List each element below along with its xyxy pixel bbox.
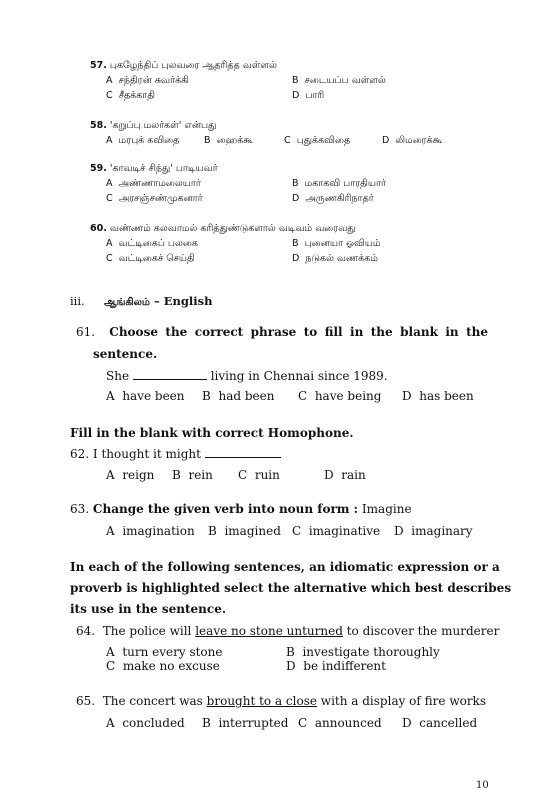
q59-option-c: C அரசஞ்சண்முகனார்: [106, 193, 203, 204]
section-title-english: English: [163, 294, 213, 308]
q61-option-d: D has been: [402, 389, 474, 403]
option-letter: B: [292, 75, 299, 86]
section-title: [104, 294, 212, 309]
q59-option-d: D அருணகிரிநாதர்: [292, 193, 374, 204]
fill-blank: [133, 368, 207, 380]
q59-stem: [90, 163, 218, 175]
section-title-separator: –: [149, 294, 164, 308]
q61-options: [106, 389, 474, 403]
q58-number: 58.: [90, 120, 107, 131]
option-text: சந்திரன் சுவர்க்கி: [118, 75, 189, 86]
q57-option-b: [292, 75, 386, 87]
q65-option-d: D cancelled: [402, 716, 478, 730]
q59-text: 'காவடிச் சிந்து' பாடியவர்: [109, 163, 218, 174]
q65-text-after: with a display of fire works: [320, 694, 486, 708]
q63-stem: [70, 502, 412, 516]
q58-option-b: B ஹைக்கூ: [204, 135, 253, 146]
idiom-instruction-line2: proverb is highlighted select the alternative which best describes: [70, 581, 512, 595]
q65-stem: [76, 694, 486, 708]
q61-option-b: B had been: [202, 389, 275, 403]
q64-option-a: A turn every stone: [106, 645, 223, 659]
option-text: சீதக்காதி: [118, 90, 156, 101]
q58-text: 'கறுப்பு மலர்கள்' என்பது: [109, 120, 217, 131]
q57-option-d: [292, 90, 324, 102]
q65-text-before: The concert was: [102, 694, 203, 708]
fill-blank: [205, 446, 281, 458]
q65-idiom-phrase: brought to a close: [206, 694, 317, 708]
q65-option-a: A concluded: [106, 716, 185, 730]
q58-option-c: C புதுக்கவிதை: [284, 135, 351, 146]
q63-word: Imagine: [361, 502, 412, 516]
q63-option-a: A imagination: [106, 524, 195, 538]
q59-option-b: B மகாகவி பாரதியார்: [292, 178, 386, 189]
q64-text-before: The police will: [102, 624, 192, 638]
q60-stem: [90, 223, 356, 235]
q63-instruction: Change the given verb into noun form :: [92, 502, 359, 516]
sentence-start: She: [106, 369, 130, 383]
idiom-instruction-line3: its use in the sentence.: [70, 602, 227, 616]
q57-stem: [90, 60, 277, 72]
q58-option-d: D லிமரைக்கூ: [382, 135, 443, 146]
q63-number: 63.: [70, 502, 90, 516]
q57-number: 57.: [90, 60, 107, 71]
option-letter: A: [106, 75, 113, 86]
q61-instruction-text: Choose the correct phrase to fill in the blank in the: [109, 325, 488, 339]
q62-sentence: [70, 446, 281, 461]
q62-text: I thought it might: [92, 447, 201, 461]
option-text: பாரி: [305, 90, 325, 101]
q60-option-c: C வட்டிகைச் செய்தி: [106, 253, 195, 264]
q61-sentence: [106, 368, 388, 383]
q57-text: புகழேந்திப் புலவரை ஆதரித்த வள்ளல்: [109, 60, 277, 71]
q62-option-b: B rein: [172, 468, 213, 482]
option-text: சடையப்ப வள்ளல்: [304, 75, 386, 86]
q61-number: 61.: [76, 325, 96, 339]
q58-option-a: A மரபுக் கவிதை: [106, 135, 180, 146]
q61-option-c: C have being: [298, 389, 382, 403]
q62-option-d: D rain: [324, 468, 366, 482]
q60-option-b: B புனையா ஓவியம்: [292, 238, 381, 249]
q62-option-c: C ruin: [238, 468, 280, 482]
q62-option-a: A reign: [106, 468, 155, 482]
q64-option-b: B investigate thoroughly: [286, 645, 440, 659]
q64-idiom-phrase: leave no stone unturned: [195, 624, 343, 638]
q62-options: [106, 468, 366, 482]
q61-instruction-line1: [76, 325, 488, 339]
q60-text: வண்ணம் கலவாமல் கரித்துண்டுகளால் வடிவம் வரைவது: [109, 223, 356, 234]
q57-option-a: [106, 75, 189, 87]
q63-option-d: D imaginary: [394, 524, 473, 538]
q61-instruction-line2: sentence.: [93, 347, 158, 361]
q62-number: 62.: [70, 447, 90, 461]
q65-options: [106, 716, 477, 730]
option-letter: D: [292, 90, 300, 101]
q63-option-b: B imagined: [208, 524, 281, 538]
option-letter: C: [106, 90, 113, 101]
section-number: iii.: [70, 294, 85, 308]
section-title-tamil: ஆங்கிலம்: [104, 297, 150, 308]
q63-option-c: C imaginative: [292, 524, 381, 538]
q60-number: 60.: [90, 223, 107, 234]
q59-number: 59.: [90, 163, 107, 174]
idiom-instruction-line1: In each of the following sentences, an idiomatic expression or a: [70, 560, 500, 574]
q64-number: 64.: [76, 624, 96, 638]
q65-option-b: B interrupted: [202, 716, 289, 730]
page-number: 10: [476, 780, 489, 791]
q57-option-c: [106, 90, 155, 102]
q64-option-c: C make no excuse: [106, 659, 220, 673]
q60-option-d: D நடுகல் வணக்கம்: [292, 253, 378, 264]
q58-stem: [90, 120, 216, 132]
q63-options: [106, 524, 473, 538]
q64-text-after: to discover the murderer: [346, 624, 500, 638]
q64-stem: [76, 624, 499, 638]
q61-option-a: A have been: [106, 389, 185, 403]
q65-option-c: C announced: [298, 716, 382, 730]
q60-option-a: A வட்டிகைப் பலகை: [106, 238, 198, 249]
q58-options: [106, 135, 442, 147]
sentence-end: living in Chennai since 1989.: [210, 369, 388, 383]
homophone-heading: Fill in the blank with correct Homophone.: [70, 426, 354, 440]
q64-option-d: D be indifferent: [286, 659, 386, 673]
q59-option-a: A அண்ணாமலையார்: [106, 178, 201, 189]
q65-number: 65.: [76, 694, 96, 708]
